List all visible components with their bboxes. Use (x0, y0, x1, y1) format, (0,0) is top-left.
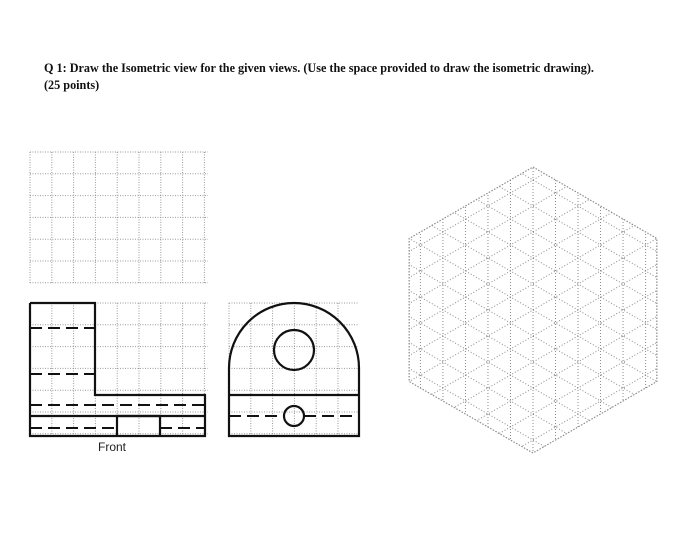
iso-grid-line (133, 391, 700, 542)
iso-grid-line (133, 131, 700, 542)
iso-grid-line (133, 27, 700, 489)
iso-grid-line (133, 417, 700, 542)
top-view-grid (30, 152, 208, 283)
iso-grid-line (133, 313, 700, 542)
iso-grid-line (133, 417, 700, 542)
iso-grid-line (133, 105, 700, 542)
iso-grid-line (133, 105, 700, 542)
iso-grid-line (133, 0, 700, 385)
iso-grid-line (133, 495, 700, 542)
iso-grid-line (133, 0, 700, 229)
iso-grid-line (133, 209, 700, 542)
iso-grid-line (133, 157, 700, 542)
iso-grid-line (133, 0, 700, 411)
iso-grid-line (133, 469, 700, 542)
iso-grid-line (133, 0, 700, 125)
iso-grid-line (133, 521, 700, 542)
iso-grid-line (133, 235, 700, 542)
iso-grid-line (133, 0, 700, 359)
iso-grid-line (133, 0, 700, 411)
iso-grid-line (133, 443, 700, 542)
iso-grid-line (133, 79, 700, 541)
iso-grid-line (133, 209, 700, 542)
iso-grid-line (133, 0, 700, 151)
iso-grid-line (133, 521, 700, 542)
iso-grid-line (133, 443, 700, 542)
iso-grid-line (133, 0, 700, 151)
iso-grid-line (133, 235, 700, 542)
iso-grid-line (133, 313, 700, 542)
iso-grid-line (133, 0, 700, 177)
iso-grid-line (133, 0, 700, 307)
iso-grid-line (133, 365, 700, 542)
front-view-outline (30, 303, 205, 436)
iso-grid-line (133, 0, 700, 229)
front-view-label: Front (98, 440, 127, 454)
iso-grid-line (133, 1, 700, 463)
question-line-1: Q 1: Draw the Isometric view for the given views. (Use the space provided to draw the isometric drawing). (44, 61, 594, 75)
iso-grid-line (133, 0, 700, 333)
iso-grid-line (133, 0, 700, 125)
iso-grid-line (133, 0, 700, 437)
iso-grid-line (133, 1, 700, 463)
iso-grid-line (133, 131, 700, 542)
iso-grid-line (133, 0, 700, 281)
iso-grid-line (133, 53, 700, 515)
iso-grid-line (133, 0, 700, 47)
iso-grid-line (133, 339, 700, 542)
iso-grid-line (133, 0, 700, 47)
isometric-grid[interactable] (133, 0, 700, 542)
iso-grid-line (133, 0, 700, 437)
iso-grid-line (133, 0, 700, 99)
iso-grid-line (133, 0, 700, 203)
question-points: (25 points) (44, 78, 100, 92)
iso-grid-line (133, 157, 700, 542)
iso-grid-line (133, 0, 700, 385)
iso-grid-line (133, 391, 700, 542)
iso-grid-line (133, 183, 700, 542)
iso-grid-line (133, 495, 700, 542)
iso-grid-line (133, 0, 700, 359)
iso-grid-line (133, 0, 700, 203)
iso-grid-line (133, 0, 700, 73)
iso-grid-line (133, 27, 700, 489)
iso-grid-line (133, 261, 700, 542)
iso-grid-line (133, 0, 700, 307)
iso-grid-line (133, 469, 700, 542)
iso-grid-line (133, 339, 700, 542)
iso-grid-line (133, 0, 700, 99)
iso-grid-line (133, 53, 700, 515)
isometric-grid-lines (133, 0, 700, 542)
iso-grid-line (133, 365, 700, 542)
iso-grid-line (133, 0, 700, 21)
iso-grid-line (133, 0, 700, 73)
iso-grid-line (133, 0, 700, 21)
iso-grid-line (133, 79, 700, 541)
iso-grid-line (133, 183, 700, 542)
iso-grid-line (133, 0, 700, 255)
iso-grid-line (133, 0, 700, 281)
iso-grid-line (133, 0, 700, 333)
iso-grid-line (133, 0, 700, 255)
iso-grid-line (133, 0, 700, 177)
iso-grid-line (133, 261, 700, 542)
